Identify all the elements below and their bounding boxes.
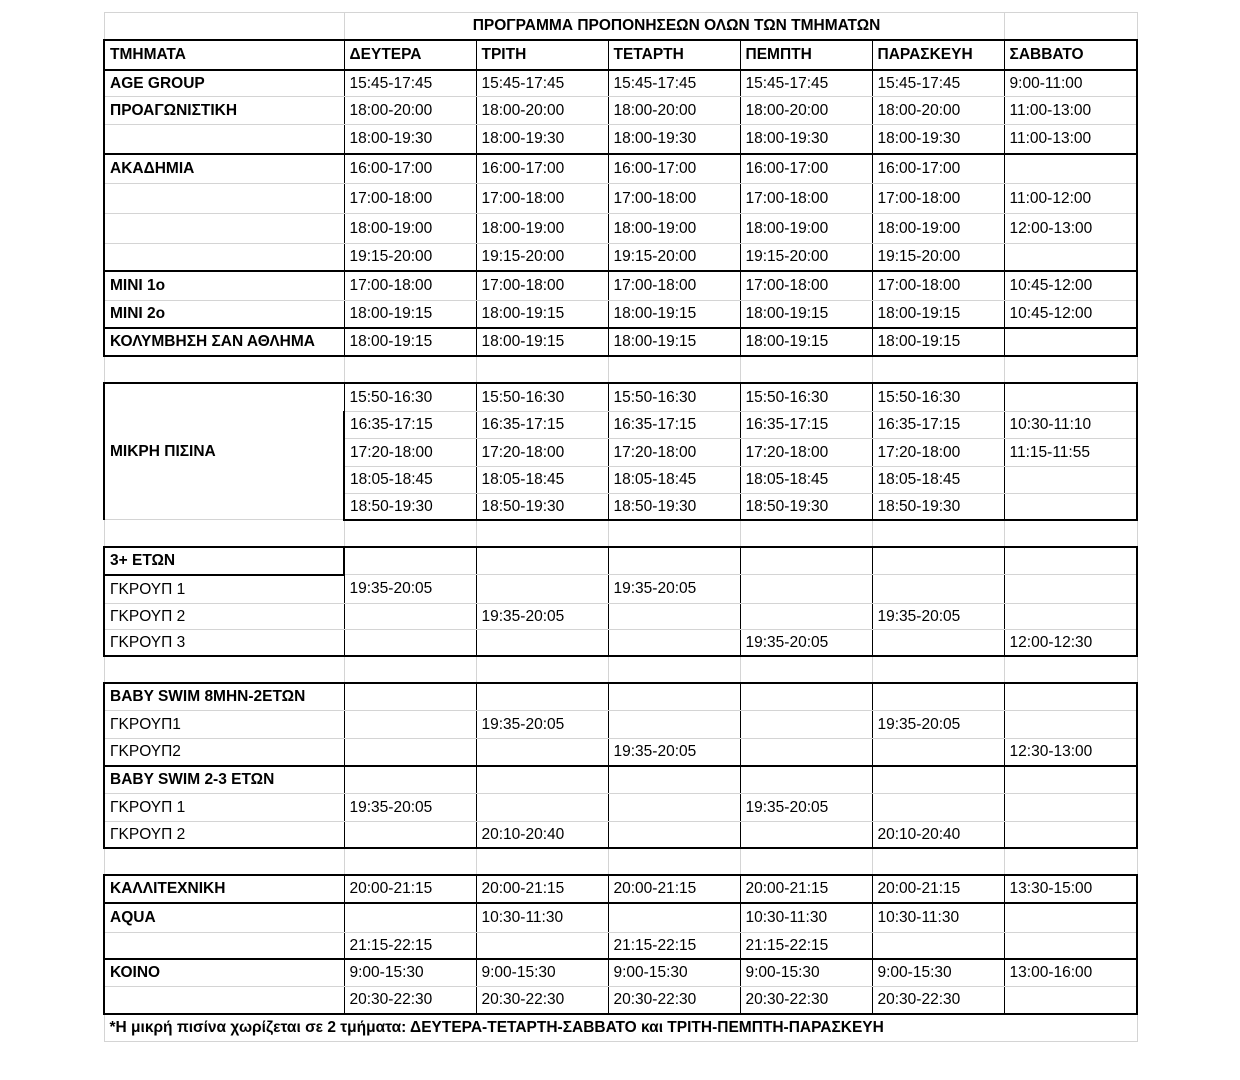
time-cell: 9:00-15:30	[344, 959, 476, 987]
subgroup-header-baby-swim-b	[104, 766, 1137, 794]
time-cell: 18:00-20:00	[608, 97, 740, 125]
empty-cell	[104, 520, 344, 547]
time-cell: 18:00-19:30	[608, 125, 740, 154]
time-cell: 18:00-19:15	[476, 301, 608, 328]
empty-cell	[740, 848, 872, 875]
group-label: ΜΙΚΡΗ ΠΙΣΙΝΑ	[104, 383, 344, 520]
time-cell: 9:00-15:30	[872, 959, 1004, 987]
time-cell	[1004, 575, 1137, 604]
time-cell: 18:00-20:00	[740, 97, 872, 125]
group-label: MINI 1ο	[104, 271, 344, 301]
group-label: ΚΟΛΥΜΒΗΣΗ ΣΑΝ ΑΘΛΗΜΑ	[104, 328, 344, 356]
empty-cell	[608, 683, 740, 711]
group-label-empty	[104, 184, 344, 214]
header-day: ΔΕΥΤΕΡΑ	[344, 40, 476, 70]
time-cell: 21:15-22:15	[740, 933, 872, 959]
empty-cell	[344, 356, 476, 383]
subgroup-row	[104, 711, 1137, 739]
time-cell: 12:30-13:00	[1004, 739, 1137, 766]
header-day: ΣΑΒΒΑΤΟ	[1004, 40, 1137, 70]
time-cell: 18:00-20:00	[344, 97, 476, 125]
time-cell: 16:35-17:15	[344, 412, 476, 439]
empty-cell	[872, 547, 1004, 575]
time-cell	[1004, 467, 1137, 494]
time-cell: 11:15-11:55	[1004, 439, 1137, 467]
empty-cell	[608, 520, 740, 547]
time-cell: 10:30-11:10	[1004, 412, 1137, 439]
time-cell: 18:05-18:45	[608, 467, 740, 494]
time-cell	[740, 739, 872, 766]
empty-cell	[344, 683, 476, 711]
header-tmimata: ΤΜΗΜΑΤΑ	[104, 40, 344, 70]
time-cell: 16:00-17:00	[608, 154, 740, 184]
time-cell: 20:30-22:30	[476, 987, 608, 1014]
group-label-empty	[104, 933, 344, 959]
time-cell: 16:35-17:15	[740, 412, 872, 439]
time-cell	[1004, 244, 1137, 271]
group-row-akadimia	[104, 154, 1137, 184]
time-cell	[872, 739, 1004, 766]
time-cell	[344, 903, 476, 933]
time-cell	[1004, 903, 1137, 933]
title-spacer-cell	[104, 13, 344, 40]
group-label: AQUA	[104, 903, 344, 933]
empty-cell	[608, 547, 740, 575]
time-cell: 17:20-18:00	[476, 439, 608, 467]
time-cell	[608, 630, 740, 656]
empty-cell	[104, 848, 344, 875]
empty-cell	[740, 683, 872, 711]
time-cell: 18:00-19:15	[344, 328, 476, 356]
time-cell: 18:00-19:00	[344, 214, 476, 244]
time-cell: 16:00-17:00	[740, 154, 872, 184]
subgroup-row	[104, 630, 1137, 656]
time-cell: 19:35-20:05	[476, 604, 608, 630]
empty-cell	[608, 356, 740, 383]
empty-cell	[872, 683, 1004, 711]
spacer-row	[104, 656, 1137, 683]
time-cell: 18:00-19:30	[872, 125, 1004, 154]
time-cell: 16:00-17:00	[872, 154, 1004, 184]
time-cell	[1004, 604, 1137, 630]
header-day: ΠΑΡΑΣΚΕΥΗ	[872, 40, 1004, 70]
empty-cell	[740, 520, 872, 547]
time-cell: 19:35-20:05	[872, 604, 1004, 630]
subgroup-label: ΓΚΡΟΥΠ2	[104, 739, 344, 766]
group-row-aqua	[104, 903, 1137, 933]
group-row-mikri-pisina	[104, 383, 1137, 412]
spacer-row	[104, 848, 1137, 875]
time-cell: 20:00-21:15	[872, 875, 1004, 903]
group-row-akadimia	[104, 184, 1137, 214]
time-cell: 19:35-20:05	[608, 575, 740, 604]
time-cell: 12:00-13:00	[1004, 214, 1137, 244]
time-cell	[872, 794, 1004, 822]
subgroup-header-baby-swim-a	[104, 683, 1137, 711]
time-cell	[344, 822, 476, 848]
empty-cell	[1004, 356, 1137, 383]
group-label: ΚΑΛΛΙΤΕΧΝΙΚΗ	[104, 875, 344, 903]
time-cell: 19:35-20:05	[344, 575, 476, 604]
empty-cell	[476, 547, 608, 575]
time-cell: 20:30-22:30	[872, 987, 1004, 1014]
time-cell	[740, 604, 872, 630]
empty-cell	[1004, 683, 1137, 711]
time-cell: 20:00-21:15	[344, 875, 476, 903]
time-cell: 17:00-18:00	[872, 271, 1004, 301]
time-cell: 19:15-20:00	[740, 244, 872, 271]
time-cell	[344, 711, 476, 739]
subgroup-row	[104, 604, 1137, 630]
time-cell: 11:00-13:00	[1004, 97, 1137, 125]
empty-cell	[476, 520, 608, 547]
empty-cell	[872, 848, 1004, 875]
time-cell: 21:15-22:15	[608, 933, 740, 959]
time-cell: 18:05-18:45	[872, 467, 1004, 494]
empty-cell	[740, 356, 872, 383]
time-cell	[476, 794, 608, 822]
group-row-age-group	[104, 70, 1137, 97]
subgroup-label: ΓΚΡΟΥΠ 1	[104, 575, 344, 604]
footnote: *Η μικρή πισίνα χωρίζεται σε 2 τμήματα: ΔΕΥΤΕΡΑ-ΤΕΤΑΡΤΗ-ΣΑΒΒΑΤΟ και ΤΡΙΤΗ-ΠΕΜΠΤΗ-ΠΑΡΑΣΚΕΥΗ	[104, 1014, 1137, 1042]
time-cell: 18:50-19:30	[344, 494, 476, 520]
group-row-akadimia	[104, 244, 1137, 271]
time-cell: 20:30-22:30	[740, 987, 872, 1014]
time-cell: 18:00-19:00	[608, 214, 740, 244]
time-cell	[740, 822, 872, 848]
time-cell: 17:00-18:00	[740, 271, 872, 301]
time-cell: 16:00-17:00	[344, 154, 476, 184]
time-cell: 15:45-17:45	[344, 70, 476, 97]
time-cell: 15:50-16:30	[476, 383, 608, 412]
time-cell: 15:50-16:30	[344, 383, 476, 412]
title-spacer-cell	[1004, 13, 1137, 40]
empty-cell	[1004, 656, 1137, 683]
empty-cell	[872, 356, 1004, 383]
title-row	[104, 13, 1137, 40]
time-cell: 19:15-20:00	[344, 244, 476, 271]
time-cell: 18:00-19:15	[608, 328, 740, 356]
time-cell: 17:00-18:00	[608, 184, 740, 214]
time-cell: 11:00-12:00	[1004, 184, 1137, 214]
empty-cell	[476, 766, 608, 794]
time-cell: 19:35-20:05	[740, 630, 872, 656]
time-cell: 20:30-22:30	[608, 987, 740, 1014]
empty-cell	[608, 656, 740, 683]
group-label: BABY SWIM 2-3 ΕΤΩΝ	[104, 766, 344, 794]
time-cell: 15:45-17:45	[476, 70, 608, 97]
empty-cell	[608, 848, 740, 875]
empty-cell	[104, 656, 344, 683]
time-cell: 19:35-20:05	[872, 711, 1004, 739]
time-cell	[608, 822, 740, 848]
time-cell: 17:00-18:00	[608, 271, 740, 301]
group-row-akadimia	[104, 214, 1137, 244]
time-cell	[476, 575, 608, 604]
time-cell: 17:00-18:00	[872, 184, 1004, 214]
time-cell	[1004, 494, 1137, 520]
header-row	[104, 40, 1137, 70]
time-cell: 20:10-20:40	[872, 822, 1004, 848]
empty-cell	[476, 683, 608, 711]
spacer-row	[104, 356, 1137, 383]
time-cell	[1004, 987, 1137, 1014]
time-cell: 21:15-22:15	[344, 933, 476, 959]
header-day: ΠΕΜΠΤΗ	[740, 40, 872, 70]
time-cell: 18:00-19:00	[476, 214, 608, 244]
time-cell: 18:50-19:30	[740, 494, 872, 520]
time-cell: 17:00-18:00	[476, 271, 608, 301]
time-cell: 20:00-21:15	[608, 875, 740, 903]
time-cell: 18:00-19:30	[740, 125, 872, 154]
time-cell	[344, 604, 476, 630]
time-cell: 20:00-21:15	[740, 875, 872, 903]
group-label: ΠΡΟΑΓΩΝΙΣΤΙΚΗ	[104, 97, 344, 125]
subgroup-header-three-plus	[104, 547, 1137, 575]
time-cell: 18:00-19:15	[872, 301, 1004, 328]
empty-cell	[344, 520, 476, 547]
time-cell: 19:35-20:05	[740, 794, 872, 822]
time-cell: 18:00-19:15	[476, 328, 608, 356]
time-cell	[1004, 328, 1137, 356]
time-cell: 17:00-18:00	[476, 184, 608, 214]
time-cell	[872, 630, 1004, 656]
group-label-empty	[104, 244, 344, 271]
time-cell: 19:15-20:00	[872, 244, 1004, 271]
empty-cell	[476, 656, 608, 683]
spacer-row	[104, 520, 1137, 547]
time-cell: 15:45-17:45	[608, 70, 740, 97]
empty-cell	[344, 547, 476, 575]
subgroup-label: ΓΚΡΟΥΠ1	[104, 711, 344, 739]
group-label: ΑΚΑΔΗΜΙΑ	[104, 154, 344, 184]
time-cell: 17:20-18:00	[740, 439, 872, 467]
time-cell: 11:00-13:00	[1004, 125, 1137, 154]
empty-cell	[872, 520, 1004, 547]
time-cell	[608, 794, 740, 822]
empty-cell	[476, 356, 608, 383]
time-cell	[344, 739, 476, 766]
time-cell: 18:00-20:00	[872, 97, 1004, 125]
empty-cell	[1004, 766, 1137, 794]
time-cell: 9:00-15:30	[608, 959, 740, 987]
time-cell: 18:00-19:15	[608, 301, 740, 328]
time-cell: 18:00-19:15	[344, 301, 476, 328]
empty-cell	[740, 547, 872, 575]
subgroup-label: ΓΚΡΟΥΠ 1	[104, 794, 344, 822]
time-cell: 10:45-12:00	[1004, 301, 1137, 328]
subgroup-row	[104, 575, 1137, 604]
empty-cell	[740, 656, 872, 683]
footnote-row	[104, 1014, 1137, 1042]
time-cell	[1004, 933, 1137, 959]
time-cell: 19:15-20:00	[608, 244, 740, 271]
time-cell: 18:05-18:45	[344, 467, 476, 494]
subgroup-row	[104, 739, 1137, 766]
empty-cell	[872, 766, 1004, 794]
time-cell	[476, 739, 608, 766]
time-cell: 15:50-16:30	[608, 383, 740, 412]
time-cell: 12:00-12:30	[1004, 630, 1137, 656]
time-cell	[344, 630, 476, 656]
group-label-empty	[104, 987, 344, 1014]
time-cell: 15:45-17:45	[872, 70, 1004, 97]
time-cell: 10:45-12:00	[1004, 271, 1137, 301]
time-cell	[608, 604, 740, 630]
group-row-kolymvisi	[104, 328, 1137, 356]
time-cell: 15:50-16:30	[872, 383, 1004, 412]
time-cell: 18:00-19:15	[872, 328, 1004, 356]
group-label: ΚΟΙΝΟ	[104, 959, 344, 987]
group-row-kallitexniki	[104, 875, 1137, 903]
time-cell: 19:35-20:05	[476, 711, 608, 739]
group-label: MINI 2ο	[104, 301, 344, 328]
time-cell: 18:00-19:15	[740, 328, 872, 356]
time-cell: 20:30-22:30	[344, 987, 476, 1014]
time-cell	[476, 933, 608, 959]
empty-cell	[608, 766, 740, 794]
time-cell: 18:05-18:45	[740, 467, 872, 494]
empty-cell	[344, 766, 476, 794]
empty-cell	[344, 848, 476, 875]
time-cell: 13:30-15:00	[1004, 875, 1137, 903]
schedule-table	[103, 12, 1138, 1042]
subgroup-row	[104, 794, 1137, 822]
group-label-empty	[104, 214, 344, 244]
time-cell: 17:00-18:00	[344, 271, 476, 301]
time-cell: 19:15-20:00	[476, 244, 608, 271]
time-cell: 16:35-17:15	[872, 412, 1004, 439]
time-cell: 18:00-19:30	[344, 125, 476, 154]
subgroup-label: ΓΚΡΟΥΠ 3	[104, 630, 344, 656]
group-row-proagonistiki	[104, 125, 1137, 154]
subgroup-row	[104, 822, 1137, 848]
time-cell: 18:00-19:30	[476, 125, 608, 154]
time-cell: 18:00-19:00	[872, 214, 1004, 244]
group-label: BABY SWIM 8ΜΗΝ-2ΕΤΩΝ	[104, 683, 344, 711]
group-row-proagonistiki	[104, 97, 1137, 125]
time-cell: 19:35-20:05	[608, 739, 740, 766]
time-cell	[1004, 711, 1137, 739]
time-cell: 18:50-19:30	[872, 494, 1004, 520]
time-cell	[608, 711, 740, 739]
header-day: ΤΡΙΤΗ	[476, 40, 608, 70]
group-row-koino	[104, 959, 1137, 987]
time-cell: 15:50-16:30	[740, 383, 872, 412]
group-label: 3+ ΕΤΩΝ	[104, 547, 344, 575]
time-cell: 20:00-21:15	[476, 875, 608, 903]
group-row-mini2	[104, 301, 1137, 328]
time-cell: 10:30-11:30	[740, 903, 872, 933]
time-cell: 10:30-11:30	[476, 903, 608, 933]
time-cell: 18:50-19:30	[608, 494, 740, 520]
time-cell: 9:00-15:30	[740, 959, 872, 987]
empty-cell	[344, 656, 476, 683]
time-cell: 17:00-18:00	[344, 184, 476, 214]
header-day: ΤΕΤΑΡΤΗ	[608, 40, 740, 70]
time-cell: 9:00-15:30	[476, 959, 608, 987]
group-label: AGE GROUP	[104, 70, 344, 97]
time-cell: 16:35-17:15	[476, 412, 608, 439]
time-cell: 15:45-17:45	[740, 70, 872, 97]
time-cell	[1004, 154, 1137, 184]
time-cell: 10:30-11:30	[872, 903, 1004, 933]
time-cell: 19:35-20:05	[344, 794, 476, 822]
time-cell: 17:20-18:00	[608, 439, 740, 467]
time-cell: 17:00-18:00	[740, 184, 872, 214]
time-cell: 13:00-16:00	[1004, 959, 1137, 987]
page-title: ΠΡΟΓΡΑΜΜΑ ΠΡΟΠΟΝΗΣΕΩΝ ΟΛΩΝ ΤΩΝ ΤΜΗΜΑΤΩΝ	[344, 13, 1004, 40]
empty-cell	[740, 766, 872, 794]
time-cell: 18:05-18:45	[476, 467, 608, 494]
empty-cell	[1004, 547, 1137, 575]
group-row-aqua	[104, 933, 1137, 959]
time-cell: 9:00-11:00	[1004, 70, 1137, 97]
time-cell: 18:00-19:00	[740, 214, 872, 244]
time-cell: 16:00-17:00	[476, 154, 608, 184]
time-cell: 18:00-19:15	[740, 301, 872, 328]
subgroup-label: ΓΚΡΟΥΠ 2	[104, 822, 344, 848]
time-cell	[1004, 822, 1137, 848]
schedule-sheet	[103, 12, 1138, 1042]
empty-cell	[872, 656, 1004, 683]
group-label-empty	[104, 125, 344, 154]
time-cell	[1004, 383, 1137, 412]
time-cell	[740, 575, 872, 604]
time-cell: 18:00-20:00	[476, 97, 608, 125]
time-cell	[872, 933, 1004, 959]
empty-cell	[476, 848, 608, 875]
time-cell: 17:20-18:00	[344, 439, 476, 467]
time-cell: 17:20-18:00	[872, 439, 1004, 467]
time-cell	[872, 575, 1004, 604]
time-cell	[476, 630, 608, 656]
time-cell	[1004, 794, 1137, 822]
empty-cell	[1004, 848, 1137, 875]
time-cell	[608, 903, 740, 933]
empty-cell	[104, 356, 344, 383]
time-cell: 18:50-19:30	[476, 494, 608, 520]
empty-cell	[1004, 520, 1137, 547]
group-row-koino	[104, 987, 1137, 1014]
time-cell: 16:35-17:15	[608, 412, 740, 439]
time-cell	[740, 711, 872, 739]
time-cell: 20:10-20:40	[476, 822, 608, 848]
subgroup-label: ΓΚΡΟΥΠ 2	[104, 604, 344, 630]
group-row-mini1	[104, 271, 1137, 301]
